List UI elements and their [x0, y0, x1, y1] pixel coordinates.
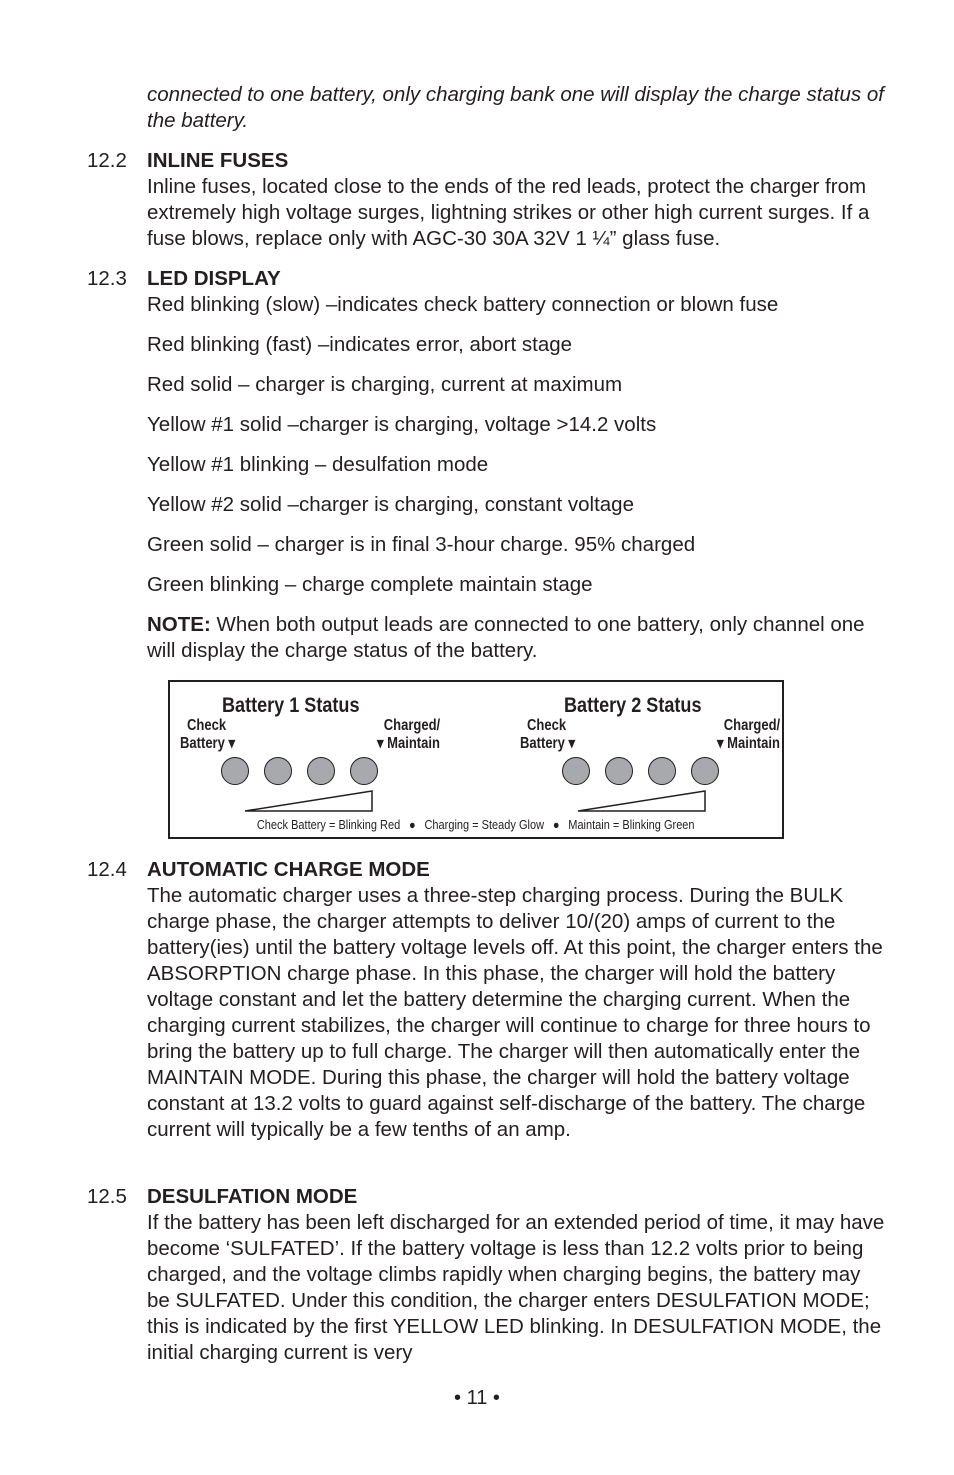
charged-maintain-label-line1: Charged/ [383, 717, 440, 734]
led-description: Red blinking (fast) –indicates error, abort stage [147, 333, 573, 356]
legend-check-battery: Check Battery = Blinking Red [257, 818, 401, 832]
section-number-12-3: 12.3 [87, 267, 127, 290]
legend-separator: ● [553, 818, 560, 832]
charged-maintain-label-line1: Charged/ [723, 717, 780, 734]
section-number-12-2: 12.2 [87, 149, 127, 172]
legend-separator: ● [409, 818, 416, 832]
led-indicator-3 [307, 757, 335, 785]
check-battery-label-line2: Battery ▾ [180, 735, 236, 752]
section-inline-fuses [147, 148, 887, 252]
led-description: Red blinking (slow) –indicates check battery connection or blown fuse [147, 293, 779, 316]
section-body: The automatic charger uses a three-step charging process. During the BULK charge phase, the charger attempts to deliver 10/(20) amps of current to the battery(ies) until the battery voltage levels off. At this point, the charger enters the ABSORPTION charge phase. In this phase, the charger will hold the battery voltage constant and let the battery determine the charging current. When the charging current stabilizes, the charger will continue to charge for three hours to bring the battery up to full charge. The charger will then automatically enter the MAINTAIN MODE. During this phase, the charger will hold the battery voltage constant at 13.2 volts to guard against self-discharge of the battery. The charge current will typically be a few tenths of an amp. [147, 884, 883, 1141]
charged-maintain-label-line2: ▾ Maintain [377, 735, 440, 752]
led-indicator-4 [350, 757, 378, 785]
led-description: Yellow #1 solid –charger is charging, voltage >14.2 volts [147, 413, 657, 436]
section-body: If the battery has been left discharged for an extended period of time, it may have become ‘SULFATED’. If the battery voltage is less than 12.2 volts prior to being charged, and the voltage climbs rapidly when charging begins, the battery may be SULFATED. Under this condition, the charger enters DESULFATION MODE; this is indicated by the first YELLOW LED blinking. In DESULFATION MODE, the initial charging current is very [147, 1211, 885, 1364]
led-description: Yellow #2 solid –charger is charging, constant voltage [147, 493, 634, 516]
section-heading: AUTOMATIC CHARGE MODE [147, 858, 430, 881]
battery-status-diagram [168, 680, 784, 839]
section-heading: INLINE FUSES [147, 149, 289, 172]
led-indicator-1 [562, 757, 590, 785]
battery-1-title: Battery 1 Status [222, 694, 360, 717]
battery-2-title: Battery 2 Status [564, 694, 702, 717]
page-number: • 11 • [454, 1387, 500, 1409]
legend-charging: Charging = Steady Glow [424, 818, 545, 832]
led-indicator-3 [648, 757, 676, 785]
led-description: Yellow #1 blinking – desulfation mode [147, 453, 489, 476]
intro-paragraph: connected to one battery, only charging bank one will display the charge status of the battery. [147, 83, 884, 132]
led-indicator-1 [221, 757, 249, 785]
check-battery-label-line1: Check [187, 717, 227, 734]
section-number-12-4: 12.4 [87, 858, 127, 881]
diagram-legend [170, 818, 782, 832]
check-battery-label-line1: Check [527, 717, 567, 734]
battery-2-status-panel [518, 682, 780, 812]
note-text: When both output leads are connected to one battery, only channel one will display the charge status of the battery. [147, 613, 865, 662]
section-automatic-charge-mode [147, 857, 887, 1143]
led-indicator-2 [264, 757, 292, 785]
section-number-12-5: 12.5 [87, 1185, 127, 1208]
section-heading: DESULFATION MODE [147, 1185, 358, 1208]
note-label: NOTE: [147, 613, 211, 636]
led-description: Green solid – charger is in final 3-hour charge. 95% charged [147, 533, 696, 556]
charge-level-ramp [244, 790, 374, 812]
section-body: Inline fuses, located close to the ends of the red leads, protect the charger from extremely high voltage surges, lightning strikes or other high current surges. If a fuse blows, replace only with AGC-30 30A 32V 1 ¼” glass fuse. [147, 175, 870, 250]
led-indicator-2 [605, 757, 633, 785]
charge-level-ramp [577, 790, 707, 812]
battery-1-status-panel [178, 682, 440, 812]
section-led-display [147, 266, 887, 664]
section-desulfation-mode [147, 1184, 887, 1366]
led-indicator-4 [691, 757, 719, 785]
led-description: Red solid – charger is charging, current at maximum [147, 373, 623, 396]
check-battery-label-line2: Battery ▾ [520, 735, 576, 752]
led-description: Green blinking – charge complete maintain stage [147, 573, 593, 596]
section-heading: LED DISPLAY [147, 267, 281, 290]
note-paragraph [147, 612, 887, 664]
legend-maintain: Maintain = Blinking Green [568, 818, 695, 832]
charged-maintain-label-line2: ▾ Maintain [717, 735, 780, 752]
